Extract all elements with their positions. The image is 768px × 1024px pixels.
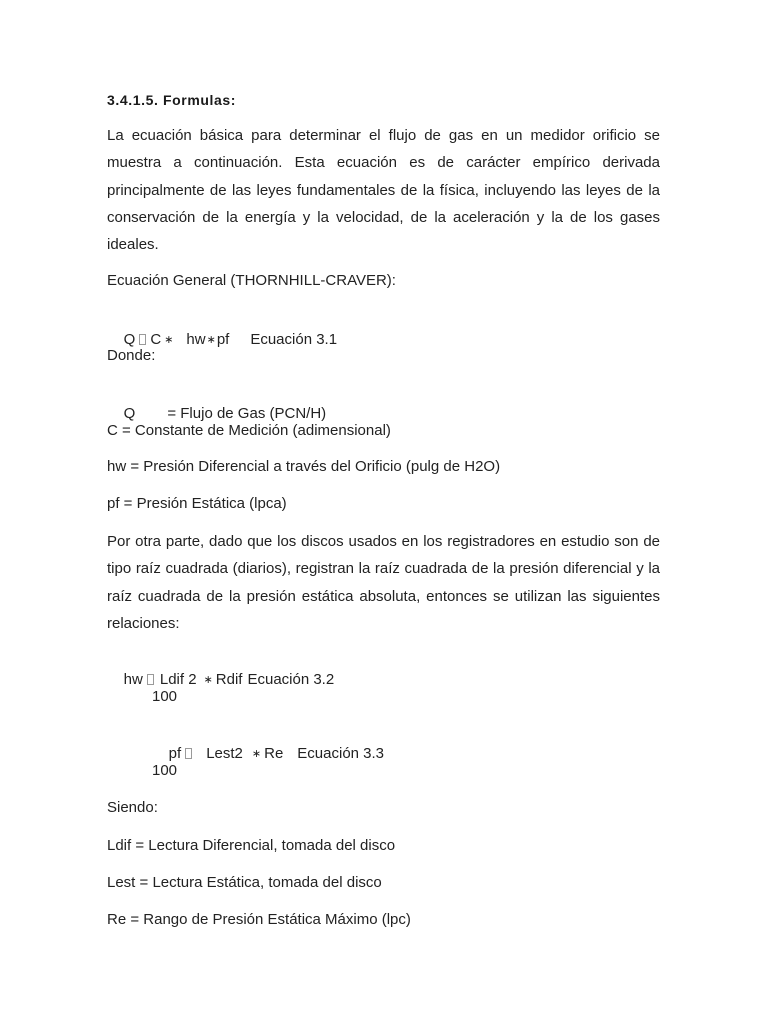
eq32-rdif: Rdif	[215, 671, 243, 688]
second-paragraph: Por otra parte, dado que los discos usados en los registradores en estudio son de tipo raíz cuadrada (diarios), registran la raíz cuadrada de la presión diferencial y la raíz cuadrada de la presión estática absoluta, entonces se utilizan las siguientes relaciones:	[107, 533, 660, 632]
eq33-num: Lest2	[206, 745, 243, 762]
definition-lest: Lest = Lectura Estática, tomada del disco	[107, 874, 382, 891]
eq31-hw: hw	[186, 331, 206, 348]
eq33-lhs: pf	[168, 745, 182, 762]
equation-3-2	[107, 650, 334, 710]
donde-label: Donde:	[107, 347, 156, 364]
eq32-label: Ecuación 3.2	[247, 671, 335, 688]
eq33-denominator: 100	[152, 762, 178, 779]
section-heading: 3.4.1.5. Formulas:	[107, 92, 237, 108]
definition-ldif: Ldif = Lectura Diferencial, tomada del disco	[107, 837, 396, 854]
eq31-star: ∗	[164, 334, 174, 346]
eq32-star: ∗	[203, 674, 213, 686]
def-q-text: = Flujo de Gas (PCN/H)	[167, 405, 327, 422]
def-q-symbol: Q	[123, 405, 136, 422]
eq32-num: Ldif 2	[159, 671, 197, 688]
eq31-label: Ecuación 3.1	[250, 331, 338, 348]
definition-pf: pf = Presión Estática (lpca)	[107, 495, 287, 512]
missing-glyph-icon	[147, 674, 154, 685]
missing-glyph-icon	[185, 748, 192, 759]
general-equation-label: Ecuación General (THORNHILL-CRAVER):	[107, 272, 396, 289]
eq33-star: ∗	[251, 748, 262, 760]
definition-hw: hw = Presión Diferencial a través del Orificio (pulg de H2O)	[107, 458, 501, 475]
eq31-lhs: Q	[123, 331, 136, 348]
eq31-c: C	[150, 331, 162, 348]
definition-c: C = Constante de Medición (adimensional)	[107, 422, 391, 439]
eq32-lhs: hw	[123, 671, 143, 688]
eq33-label: Ecuación 3.3	[297, 745, 385, 762]
eq31-pf: pf	[216, 331, 230, 348]
equation-3-3	[152, 724, 384, 784]
eq31-star2: ∗	[206, 334, 216, 346]
eq32-denominator: 100	[152, 688, 178, 705]
missing-glyph-icon	[139, 334, 146, 345]
definition-re: Re = Rango de Presión Estática Máximo (lpc)	[107, 911, 411, 928]
siendo-label: Siendo:	[107, 799, 158, 816]
eq33-re: Re	[264, 745, 284, 762]
intro-paragraph: La ecuación básica para determinar el flujo de gas en un medidor orificio se muestra a continuación. Esta ecuación es de carácter empírico derivada principalmente de las leyes fundamentales de la física, incluyendo las leyes de la conservación de la energía y la velocidad, de la aceleración y la de los gases ideales.	[107, 127, 660, 254]
